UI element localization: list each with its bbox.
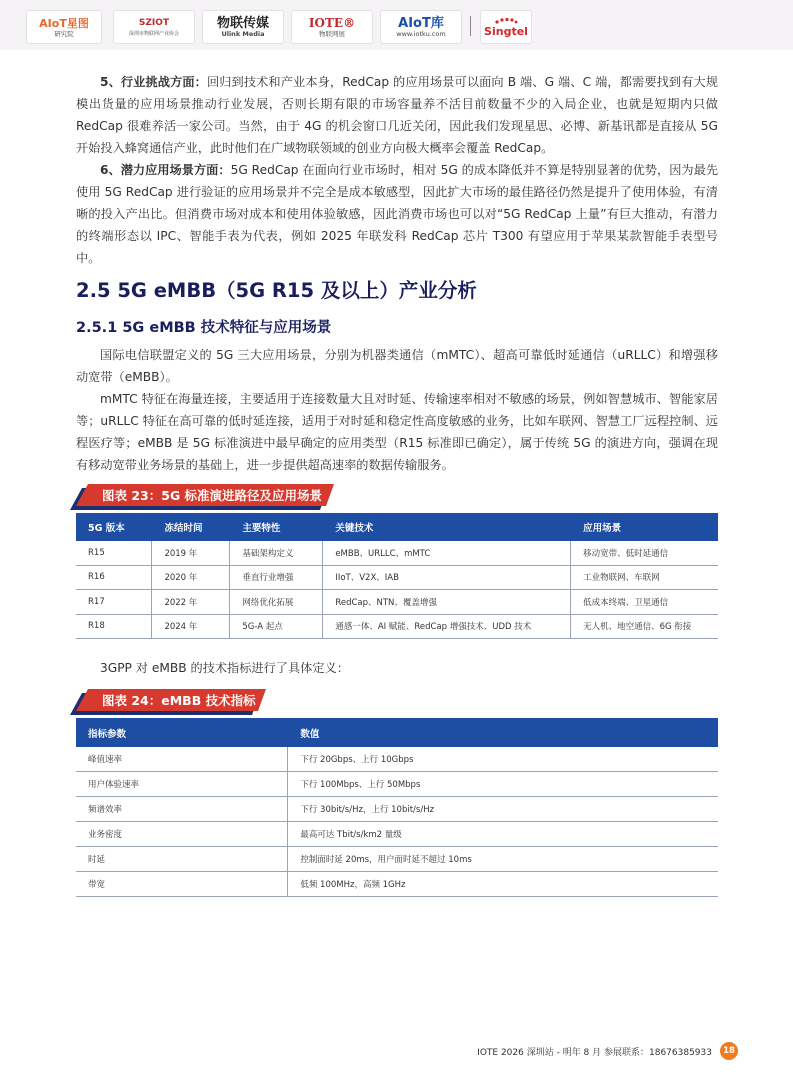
footer-text: IOTE 2026 深圳站 - 明年 8 月 参展联系：18676385933 bbox=[477, 1047, 712, 1058]
table-row bbox=[76, 565, 718, 590]
table-cell: 2019 年 bbox=[152, 541, 230, 565]
table-cell: 2022 年 bbox=[152, 590, 230, 615]
figure-24-title-banner bbox=[76, 689, 266, 711]
table-cell: 5G-A 起点 bbox=[230, 614, 323, 639]
table-row bbox=[76, 614, 718, 639]
paragraph-industry-challenges: 5、行业挑战方面：回归到技术和产业本身，RedCap 的应用场景可以面向 B 端、G 端、C 端，都需要找到有大规模出货量的应用场景推动行业发展，否则长期有限的市场容量养不活目前数量不少的入局企业，也就是短期内只做 RedCap 很难养活一家公司。当然，由于 4G 的机会窗口几近关闭，因此我们发现星思、必博、新基讯都是直接从 5G 开始投入蜂窝通信产业，此时他们在广域物联领域的创业方向极大概率会覆盖 RedCap。 bbox=[76, 75, 718, 155]
table-cell: 低频 100MHz，高频 1GHz bbox=[288, 872, 718, 897]
singtel-logo: Singtel bbox=[480, 10, 532, 44]
column-header: 冻结时间 bbox=[152, 513, 230, 541]
table-cell: 时延 bbox=[76, 847, 288, 872]
table-cell: 业务密度 bbox=[76, 822, 288, 847]
figure-23-title-banner bbox=[76, 484, 334, 506]
table-header-row bbox=[76, 718, 718, 747]
table-row bbox=[76, 847, 718, 872]
page-footer bbox=[477, 1042, 738, 1060]
table-cell: 网络优化拓展 bbox=[230, 590, 323, 615]
singtel-dots-icon bbox=[494, 17, 518, 25]
table-cell: 带宽 bbox=[76, 872, 288, 897]
figure-23-title: 图表 23：5G 标准演进路径及应用场景 bbox=[102, 488, 323, 503]
table-row bbox=[76, 541, 718, 565]
column-header: 关键技术 bbox=[323, 513, 571, 541]
table-cell: 最高可达 Tbit/s/km2 量级 bbox=[288, 822, 718, 847]
table-row bbox=[76, 797, 718, 822]
table-cell: 垂直行业增强 bbox=[230, 565, 323, 590]
aiotku-logo: AIoT库 www.iotku.com bbox=[380, 10, 462, 44]
table-cell: 通感一体、AI 赋能、RedCap 增强技术、UDD 技术 bbox=[323, 614, 571, 639]
subsection-heading: 2.5.1 5G eMBB 技术特征与应用场景 bbox=[76, 320, 332, 336]
sziot-logo: SZIOT 深圳市物联网产业协会 bbox=[113, 10, 195, 44]
header-divider bbox=[470, 16, 471, 36]
ulink-media-logo: 物联传媒 Ulink Media bbox=[202, 10, 284, 44]
table-header-row bbox=[76, 513, 718, 541]
table-cell: 2024 年 bbox=[152, 614, 230, 639]
table-cell: 控制面时延 20ms，用户面时延不超过 10ms bbox=[288, 847, 718, 872]
column-header: 主要特性 bbox=[230, 513, 323, 541]
table-cell: 峰值速率 bbox=[76, 747, 288, 772]
table-cell: R17 bbox=[76, 590, 152, 615]
table-cell: 下行 20Gbps、上行 10Gbps bbox=[288, 747, 718, 772]
table-row bbox=[76, 872, 718, 897]
table-cell: 低成本终端、卫星通信 bbox=[571, 590, 718, 615]
paragraph-lead: 6、潜力应用场景方面： bbox=[100, 163, 231, 177]
paragraph-potential-scenarios: 6、潜力应用场景方面：5G RedCap 在面向行业市场时，相对 5G 的成本降低并不算是特别显著的优势，因为最先使用 5G RedCap 进行验证的应用场景并不完全是成本敏感型，因此扩大市场的最佳路径仍然是提升了使用体验，有清晰的投入产出比。但消费市场对成本和使用体验敏感，因此消费市场也可以对“5G RedCap 上量”有巨大推动，有潜力的终端形态以 IPC、智能手表为代表，例如 2025 年联发科 RedCap 芯片 T300 有望应用于苹果某款智能手表型号中。 bbox=[76, 163, 719, 265]
column-header: 指标参数 bbox=[76, 718, 288, 747]
table-cell: 2020 年 bbox=[152, 565, 230, 590]
table-cell: R16 bbox=[76, 565, 152, 590]
paragraph-scenario-details: mMTC 特征在海量连接，主要适用于连接数量大且对时延、传输速率相对不敏感的场景，例如智慧城市、智能家居等；uRLLC 特征在高可靠的低时延连接，适用于对时延和稳定性高度敏感的业务，比如车联网、智慧工厂远程控制、远程医疗等；eMBB 是 5G 标准演进中最早确定的应用类型（R15 标准即已确定），属于传统 5G 的演进方向，强调在现有移动宽带业务场景的基础上，进一步提供超高速率的数据传输服务。 bbox=[76, 392, 718, 472]
5g-evolution-table bbox=[76, 513, 718, 639]
table-cell: RedCap、NTN、覆盖增强 bbox=[323, 590, 571, 615]
table-cell: 工业物联网、车联网 bbox=[571, 565, 718, 590]
table-cell: R18 bbox=[76, 614, 152, 639]
paragraph-3gpp-intro: 3GPP 对 eMBB 的技术指标进行了具体定义： bbox=[100, 661, 349, 675]
table-cell: 用户体验速率 bbox=[76, 772, 288, 797]
column-header: 数值 bbox=[288, 718, 718, 747]
page-header bbox=[0, 0, 793, 50]
page-number: 18 bbox=[720, 1042, 738, 1060]
table-row bbox=[76, 590, 718, 615]
table-cell: eMBB、URLLC、mMTC bbox=[323, 541, 571, 565]
table-cell: IIoT、V2X、IAB bbox=[323, 565, 571, 590]
embb-indicators-table bbox=[76, 718, 718, 897]
figure-24-title: 图表 24：eMBB 技术指标 bbox=[102, 693, 256, 708]
table-row bbox=[76, 747, 718, 772]
table-cell: R15 bbox=[76, 541, 152, 565]
table-cell: 移动宽带、低时延通信 bbox=[571, 541, 718, 565]
paragraph-three-scenarios: 国际电信联盟定义的 5G 三大应用场景，分别为机器类通信（mMTC）、超高可靠低时延通信（uRLLC）和增强移动宽带（eMBB）。 bbox=[76, 348, 718, 384]
iote-logo: IOTE® 物联网展 bbox=[291, 10, 373, 44]
column-header: 5G 版本 bbox=[76, 513, 152, 541]
table-row bbox=[76, 772, 718, 797]
table-cell: 频谱效率 bbox=[76, 797, 288, 822]
column-header: 应用场景 bbox=[571, 513, 718, 541]
table-cell: 无人机、地空通信、6G 衔接 bbox=[571, 614, 718, 639]
table-cell: 基础架构定义 bbox=[230, 541, 323, 565]
table-cell: 下行 100Mbps、上行 50Mbps bbox=[288, 772, 718, 797]
table-cell: 下行 30bit/s/Hz，上行 10bit/s/Hz bbox=[288, 797, 718, 822]
paragraph-lead: 5、行业挑战方面： bbox=[100, 75, 207, 89]
section-heading: 2.5 5G eMBB（5G R15 及以上）产业分析 bbox=[76, 279, 477, 302]
aiot-xingtu-logo: AIoT星图 研究院 bbox=[26, 10, 102, 44]
table-row bbox=[76, 822, 718, 847]
